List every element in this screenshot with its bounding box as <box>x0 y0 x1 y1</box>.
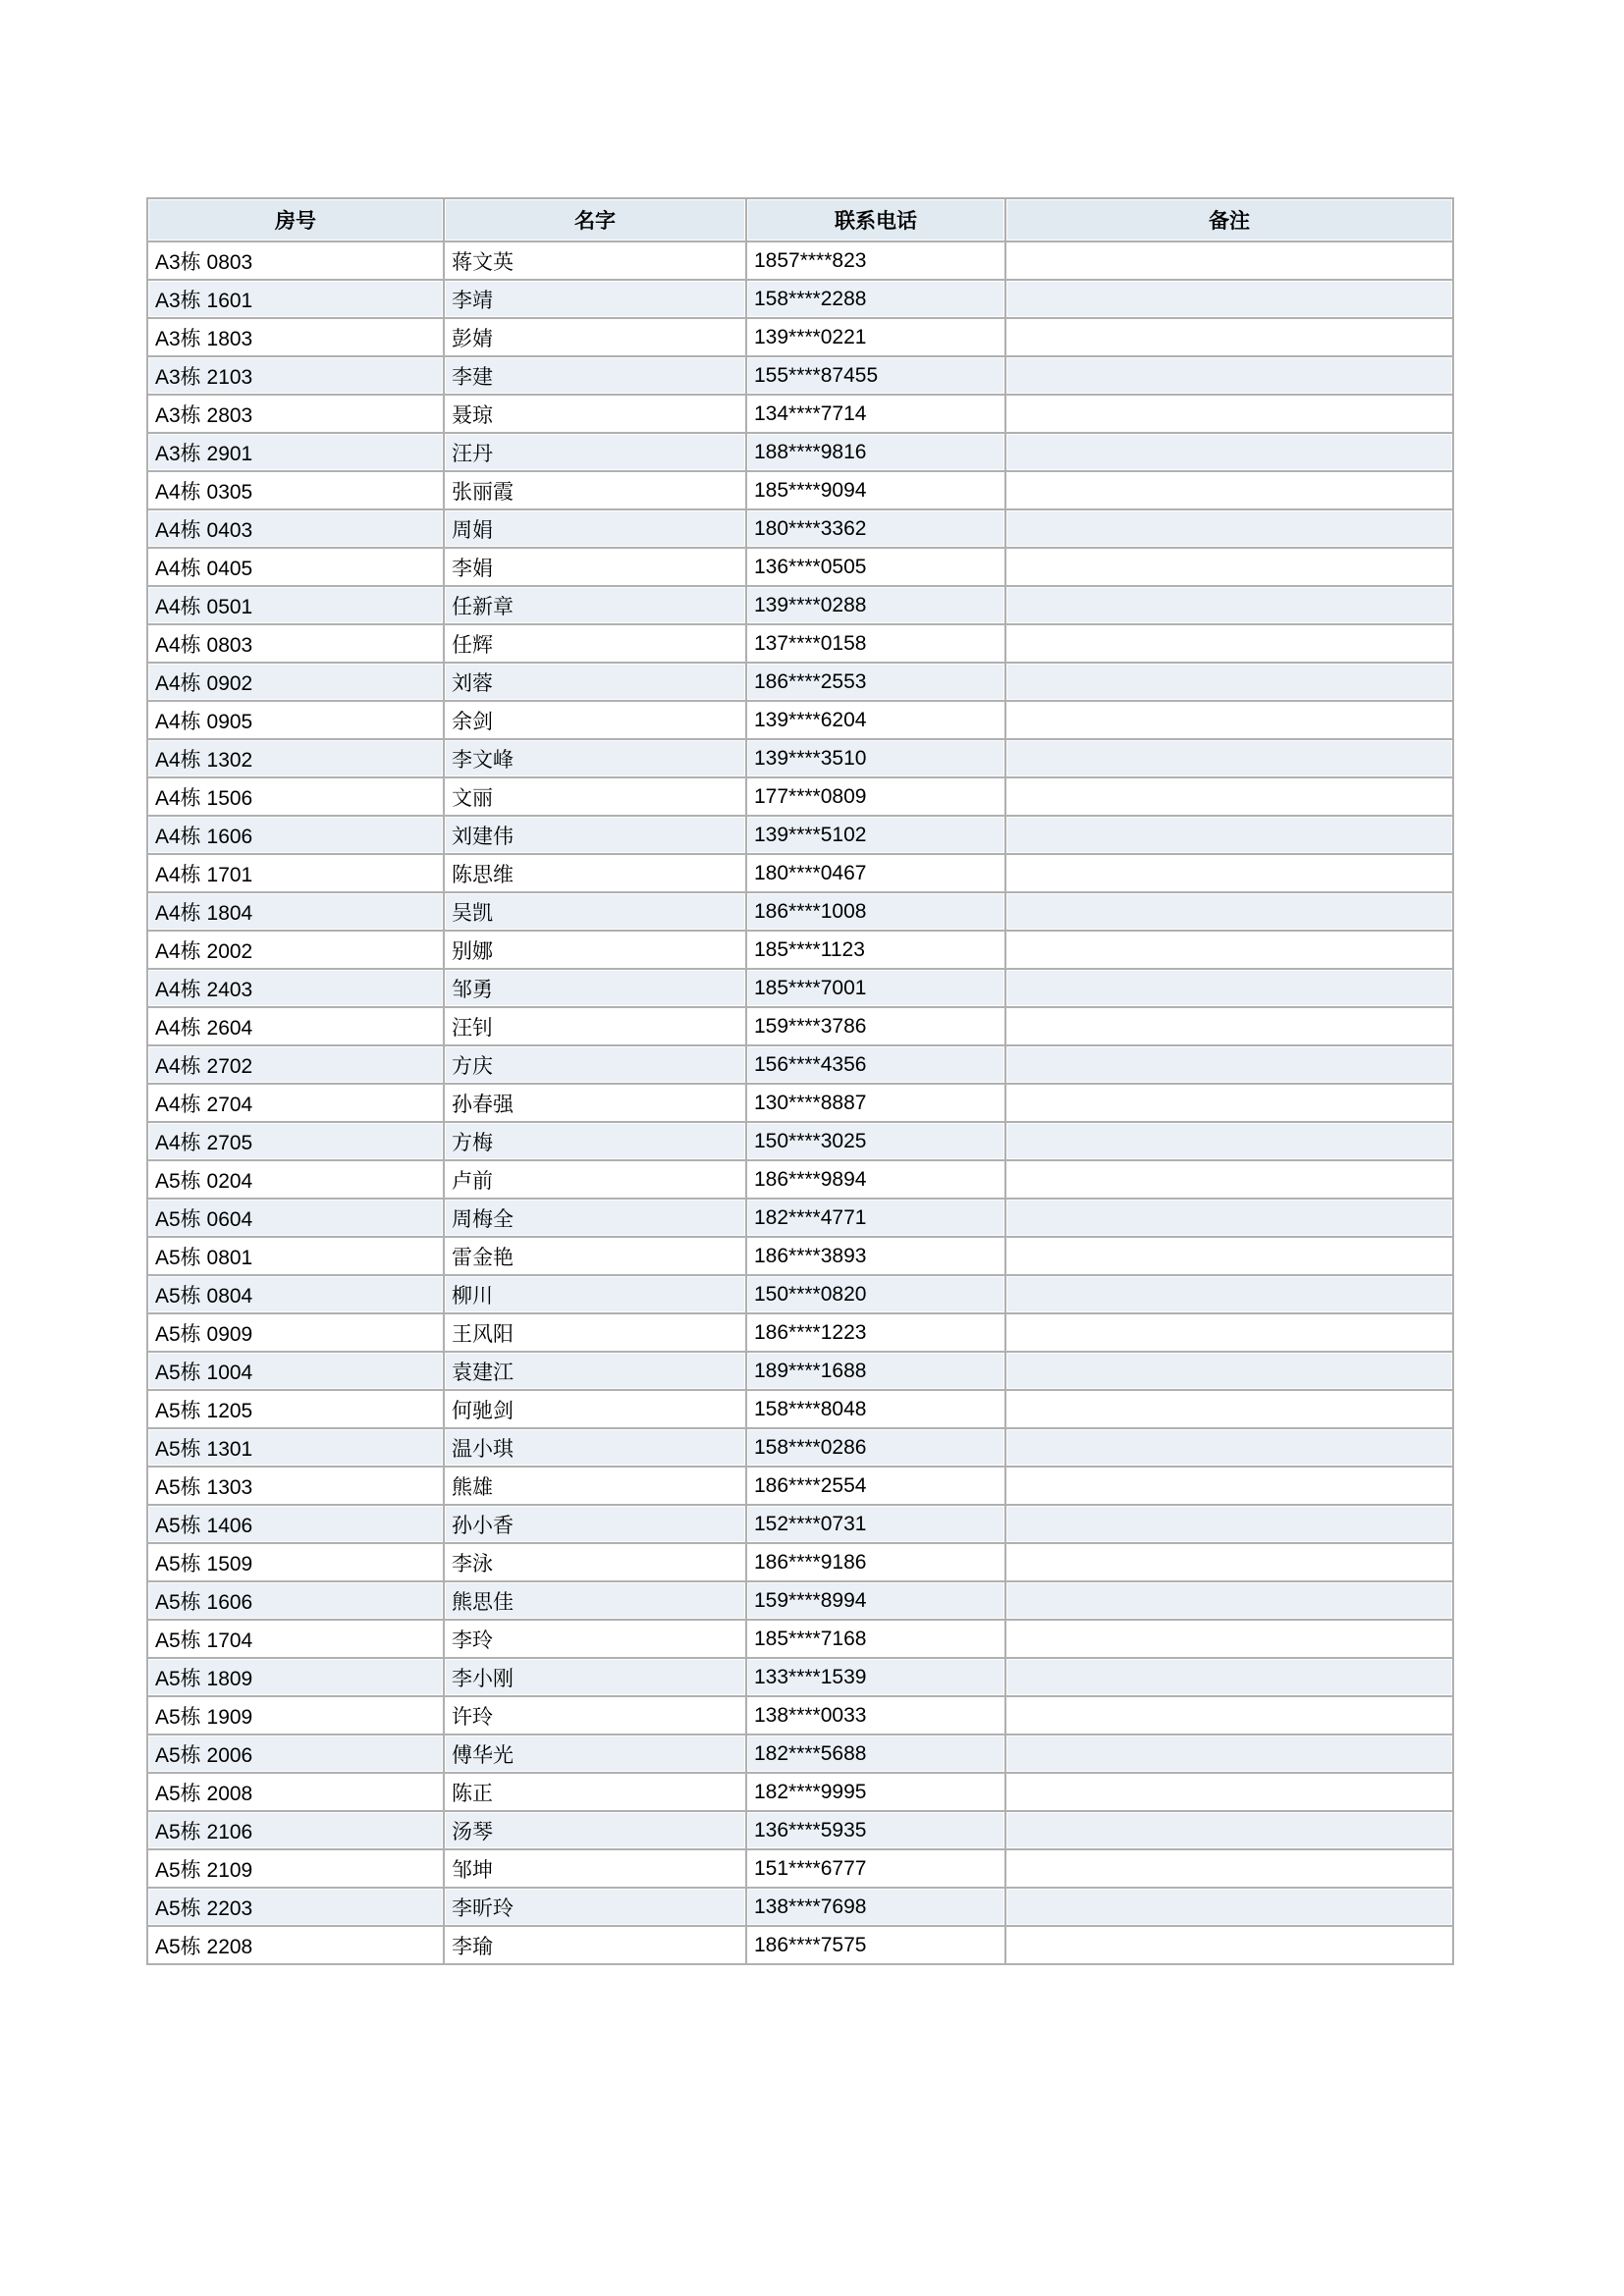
table-row <box>148 1391 1452 1427</box>
cell-room-number: A5栋 2006 <box>148 1735 443 1772</box>
cell-phone: 186****7575 <box>747 1927 1004 1963</box>
cell-remark <box>1006 1238 1452 1274</box>
cell-remark <box>1006 396 1452 432</box>
cell-name: 方庆 <box>445 1046 745 1083</box>
cell-phone: 1857****823 <box>747 242 1004 279</box>
cell-phone: 189****1688 <box>747 1353 1004 1389</box>
cell-room-number: A5栋 1606 <box>148 1582 443 1619</box>
cell-phone: 133****1539 <box>747 1659 1004 1695</box>
table-row <box>148 740 1452 776</box>
cell-name: 熊雄 <box>445 1468 745 1504</box>
cell-name: 文丽 <box>445 778 745 815</box>
cell-phone: 182****4771 <box>747 1200 1004 1236</box>
cell-name: 孙春强 <box>445 1085 745 1121</box>
cell-room-number: A5栋 0204 <box>148 1161 443 1198</box>
table-row <box>148 932 1452 968</box>
cell-phone: 136****0505 <box>747 549 1004 585</box>
cell-room-number: A4栋 2403 <box>148 970 443 1006</box>
table-row <box>148 472 1452 508</box>
cell-name: 李昕玲 <box>445 1889 745 1925</box>
cell-room-number: A5栋 1406 <box>148 1506 443 1542</box>
cell-remark <box>1006 1735 1452 1772</box>
table-row <box>148 1927 1452 1963</box>
cell-remark <box>1006 1812 1452 1848</box>
cell-name: 李靖 <box>445 281 745 317</box>
cell-room-number: A4栋 1701 <box>148 855 443 891</box>
table-row <box>148 1621 1452 1657</box>
cell-name: 李泳 <box>445 1544 745 1580</box>
cell-phone: 155****87455 <box>747 357 1004 394</box>
cell-room-number: A4栋 2702 <box>148 1046 443 1083</box>
cell-remark <box>1006 1391 1452 1427</box>
cell-room-number: A4栋 0405 <box>148 549 443 585</box>
cell-phone: 177****0809 <box>747 778 1004 815</box>
cell-name: 汪丹 <box>445 434 745 470</box>
cell-remark <box>1006 740 1452 776</box>
cell-phone: 185****7168 <box>747 1621 1004 1657</box>
cell-remark <box>1006 625 1452 662</box>
cell-remark <box>1006 970 1452 1006</box>
table-row <box>148 242 1452 279</box>
cell-remark <box>1006 1927 1452 1963</box>
cell-remark <box>1006 664 1452 700</box>
cell-remark <box>1006 357 1452 394</box>
cell-phone: 130****8887 <box>747 1085 1004 1121</box>
cell-remark <box>1006 702 1452 738</box>
cell-room-number: A5栋 0801 <box>148 1238 443 1274</box>
cell-remark <box>1006 1544 1452 1580</box>
cell-remark <box>1006 1314 1452 1351</box>
cell-name: 李娟 <box>445 549 745 585</box>
cell-name: 汪钊 <box>445 1008 745 1044</box>
table-row <box>148 625 1452 662</box>
cell-room-number: A4栋 0803 <box>148 625 443 662</box>
table-row <box>148 1085 1452 1121</box>
table-row <box>148 855 1452 891</box>
table-row <box>148 1544 1452 1580</box>
cell-room-number: A5栋 0604 <box>148 1200 443 1236</box>
cell-remark <box>1006 1621 1452 1657</box>
cell-name: 蒋文英 <box>445 242 745 279</box>
cell-room-number: A4栋 1606 <box>148 817 443 853</box>
cell-remark <box>1006 778 1452 815</box>
column-header-remark: 备注 <box>1006 199 1452 240</box>
cell-name: 别娜 <box>445 932 745 968</box>
cell-remark <box>1006 587 1452 623</box>
table-row <box>148 1276 1452 1312</box>
cell-name: 余剑 <box>445 702 745 738</box>
cell-remark <box>1006 893 1452 930</box>
table-row <box>148 1429 1452 1466</box>
cell-room-number: A5栋 1303 <box>148 1468 443 1504</box>
cell-room-number: A4栋 2002 <box>148 932 443 968</box>
table-row <box>148 587 1452 623</box>
cell-phone: 185****7001 <box>747 970 1004 1006</box>
cell-name: 任辉 <box>445 625 745 662</box>
cell-room-number: A4栋 0501 <box>148 587 443 623</box>
cell-name: 温小琪 <box>445 1429 745 1466</box>
table-row <box>148 434 1452 470</box>
cell-name: 李瑜 <box>445 1927 745 1963</box>
cell-remark <box>1006 1276 1452 1312</box>
table-body <box>148 242 1452 1963</box>
cell-room-number: A5栋 2109 <box>148 1850 443 1887</box>
table-row <box>148 1046 1452 1083</box>
cell-name: 邹坤 <box>445 1850 745 1887</box>
table-row <box>148 1506 1452 1542</box>
cell-remark <box>1006 1774 1452 1810</box>
table-row <box>148 1238 1452 1274</box>
cell-phone: 186****3893 <box>747 1238 1004 1274</box>
column-header-phone: 联系电话 <box>747 199 1004 240</box>
cell-remark <box>1006 1353 1452 1389</box>
table-row <box>148 1889 1452 1925</box>
cell-phone: 159****3786 <box>747 1008 1004 1044</box>
cell-phone: 138****7698 <box>747 1889 1004 1925</box>
cell-remark <box>1006 510 1452 547</box>
cell-phone: 139****0221 <box>747 319 1004 355</box>
cell-phone: 138****0033 <box>747 1697 1004 1734</box>
cell-name: 傅华光 <box>445 1735 745 1772</box>
cell-room-number: A4栋 0305 <box>148 472 443 508</box>
table-row <box>148 1659 1452 1695</box>
cell-name: 李建 <box>445 357 745 394</box>
cell-name: 刘蓉 <box>445 664 745 700</box>
table-row <box>148 970 1452 1006</box>
cell-room-number: A5栋 1509 <box>148 1544 443 1580</box>
cell-room-number: A5栋 1704 <box>148 1621 443 1657</box>
cell-remark <box>1006 932 1452 968</box>
cell-name: 汤琴 <box>445 1812 745 1848</box>
cell-phone: 186****2553 <box>747 664 1004 700</box>
cell-name: 彭婧 <box>445 319 745 355</box>
cell-remark <box>1006 1123 1452 1159</box>
cell-phone: 152****0731 <box>747 1506 1004 1542</box>
cell-phone: 136****5935 <box>747 1812 1004 1848</box>
cell-phone: 150****0820 <box>747 1276 1004 1312</box>
cell-phone: 186****1223 <box>747 1314 1004 1351</box>
cell-phone: 182****5688 <box>747 1735 1004 1772</box>
cell-phone: 139****5102 <box>747 817 1004 853</box>
cell-remark <box>1006 1582 1452 1619</box>
cell-remark <box>1006 1161 1452 1198</box>
cell-phone: 180****0467 <box>747 855 1004 891</box>
cell-phone: 139****3510 <box>747 740 1004 776</box>
cell-remark <box>1006 1200 1452 1236</box>
cell-remark <box>1006 472 1452 508</box>
cell-name: 李小刚 <box>445 1659 745 1695</box>
table-row <box>148 1200 1452 1236</box>
cell-name: 柳川 <box>445 1276 745 1312</box>
cell-remark <box>1006 1468 1452 1504</box>
cell-remark <box>1006 1889 1452 1925</box>
cell-name: 李玲 <box>445 1621 745 1657</box>
cell-remark <box>1006 281 1452 317</box>
column-header-name: 名字 <box>445 199 745 240</box>
cell-room-number: A5栋 1809 <box>148 1659 443 1695</box>
cell-room-number: A3栋 2103 <box>148 357 443 394</box>
table-row <box>148 1850 1452 1887</box>
cell-phone: 186****1008 <box>747 893 1004 930</box>
cell-name: 吴凯 <box>445 893 745 930</box>
cell-phone: 186****9186 <box>747 1544 1004 1580</box>
cell-remark <box>1006 319 1452 355</box>
table-row <box>148 1774 1452 1810</box>
cell-phone: 137****0158 <box>747 625 1004 662</box>
cell-name: 李文峰 <box>445 740 745 776</box>
cell-room-number: A5栋 1205 <box>148 1391 443 1427</box>
cell-remark <box>1006 817 1452 853</box>
cell-remark <box>1006 1046 1452 1083</box>
table-row <box>148 1314 1452 1351</box>
cell-name: 张丽霞 <box>445 472 745 508</box>
cell-name: 方梅 <box>445 1123 745 1159</box>
cell-room-number: A5栋 0909 <box>148 1314 443 1351</box>
cell-phone: 139****6204 <box>747 702 1004 738</box>
cell-room-number: A3栋 2803 <box>148 396 443 432</box>
table-row <box>148 1008 1452 1044</box>
cell-room-number: A5栋 0804 <box>148 1276 443 1312</box>
cell-phone: 186****2554 <box>747 1468 1004 1504</box>
cell-room-number: A3栋 2901 <box>148 434 443 470</box>
cell-name: 周娟 <box>445 510 745 547</box>
cell-remark <box>1006 1429 1452 1466</box>
cell-name: 袁建江 <box>445 1353 745 1389</box>
table-row <box>148 1468 1452 1504</box>
cell-room-number: A4栋 2704 <box>148 1085 443 1121</box>
table-row <box>148 778 1452 815</box>
cell-name: 陈正 <box>445 1774 745 1810</box>
cell-phone: 180****3362 <box>747 510 1004 547</box>
header-row <box>148 199 1452 240</box>
cell-name: 聂琼 <box>445 396 745 432</box>
cell-name: 陈思维 <box>445 855 745 891</box>
cell-room-number: A4栋 1804 <box>148 893 443 930</box>
cell-phone: 150****3025 <box>747 1123 1004 1159</box>
cell-room-number: A4栋 0905 <box>148 702 443 738</box>
cell-room-number: A5栋 1301 <box>148 1429 443 1466</box>
cell-room-number: A3栋 1803 <box>148 319 443 355</box>
table-row <box>148 1123 1452 1159</box>
table-row <box>148 1161 1452 1198</box>
cell-room-number: A4栋 0403 <box>148 510 443 547</box>
cell-remark <box>1006 1850 1452 1887</box>
cell-phone: 185****9094 <box>747 472 1004 508</box>
cell-remark <box>1006 1008 1452 1044</box>
table-row <box>148 510 1452 547</box>
cell-name: 熊思佳 <box>445 1582 745 1619</box>
cell-name: 任新章 <box>445 587 745 623</box>
cell-name: 邹勇 <box>445 970 745 1006</box>
cell-phone: 182****9995 <box>747 1774 1004 1810</box>
table-row <box>148 817 1452 853</box>
cell-name: 许玲 <box>445 1697 745 1734</box>
cell-name: 何驰剑 <box>445 1391 745 1427</box>
cell-name: 刘建伟 <box>445 817 745 853</box>
cell-remark <box>1006 1697 1452 1734</box>
cell-room-number: A3栋 0803 <box>148 242 443 279</box>
cell-room-number: A5栋 2208 <box>148 1927 443 1963</box>
cell-phone: 158****2288 <box>747 281 1004 317</box>
table-row <box>148 1812 1452 1848</box>
cell-room-number: A4栋 2705 <box>148 1123 443 1159</box>
cell-name: 卢前 <box>445 1161 745 1198</box>
table-row <box>148 893 1452 930</box>
table-row <box>148 549 1452 585</box>
cell-phone: 159****8994 <box>747 1582 1004 1619</box>
table-row <box>148 396 1452 432</box>
cell-room-number: A5栋 2106 <box>148 1812 443 1848</box>
cell-name: 雷金艳 <box>445 1238 745 1274</box>
cell-room-number: A4栋 1506 <box>148 778 443 815</box>
cell-phone: 186****9894 <box>747 1161 1004 1198</box>
cell-phone: 151****6777 <box>747 1850 1004 1887</box>
cell-room-number: A5栋 2008 <box>148 1774 443 1810</box>
cell-remark <box>1006 1085 1452 1121</box>
table-row <box>148 319 1452 355</box>
cell-remark <box>1006 549 1452 585</box>
cell-remark <box>1006 1659 1452 1695</box>
cell-phone: 134****7714 <box>747 396 1004 432</box>
cell-room-number: A4栋 0902 <box>148 664 443 700</box>
contact-table <box>146 197 1454 1965</box>
table-row <box>148 1582 1452 1619</box>
table-row <box>148 1353 1452 1389</box>
cell-name: 王风阳 <box>445 1314 745 1351</box>
cell-phone: 188****9816 <box>747 434 1004 470</box>
table-row <box>148 281 1452 317</box>
cell-room-number: A5栋 2203 <box>148 1889 443 1925</box>
cell-phone: 156****4356 <box>747 1046 1004 1083</box>
cell-name: 周梅全 <box>445 1200 745 1236</box>
cell-remark <box>1006 855 1452 891</box>
cell-remark <box>1006 434 1452 470</box>
cell-room-number: A4栋 2604 <box>148 1008 443 1044</box>
cell-remark <box>1006 1506 1452 1542</box>
cell-name: 孙小香 <box>445 1506 745 1542</box>
cell-remark <box>1006 242 1452 279</box>
cell-room-number: A5栋 1909 <box>148 1697 443 1734</box>
cell-phone: 158****0286 <box>747 1429 1004 1466</box>
cell-room-number: A5栋 1004 <box>148 1353 443 1389</box>
table-row <box>148 664 1452 700</box>
cell-room-number: A3栋 1601 <box>148 281 443 317</box>
table-row <box>148 1697 1452 1734</box>
table-row <box>148 702 1452 738</box>
cell-room-number: A4栋 1302 <box>148 740 443 776</box>
cell-phone: 139****0288 <box>747 587 1004 623</box>
cell-phone: 158****8048 <box>747 1391 1004 1427</box>
table-row <box>148 357 1452 394</box>
table-row <box>148 1735 1452 1772</box>
column-header-room-number: 房号 <box>148 199 443 240</box>
cell-phone: 185****1123 <box>747 932 1004 968</box>
